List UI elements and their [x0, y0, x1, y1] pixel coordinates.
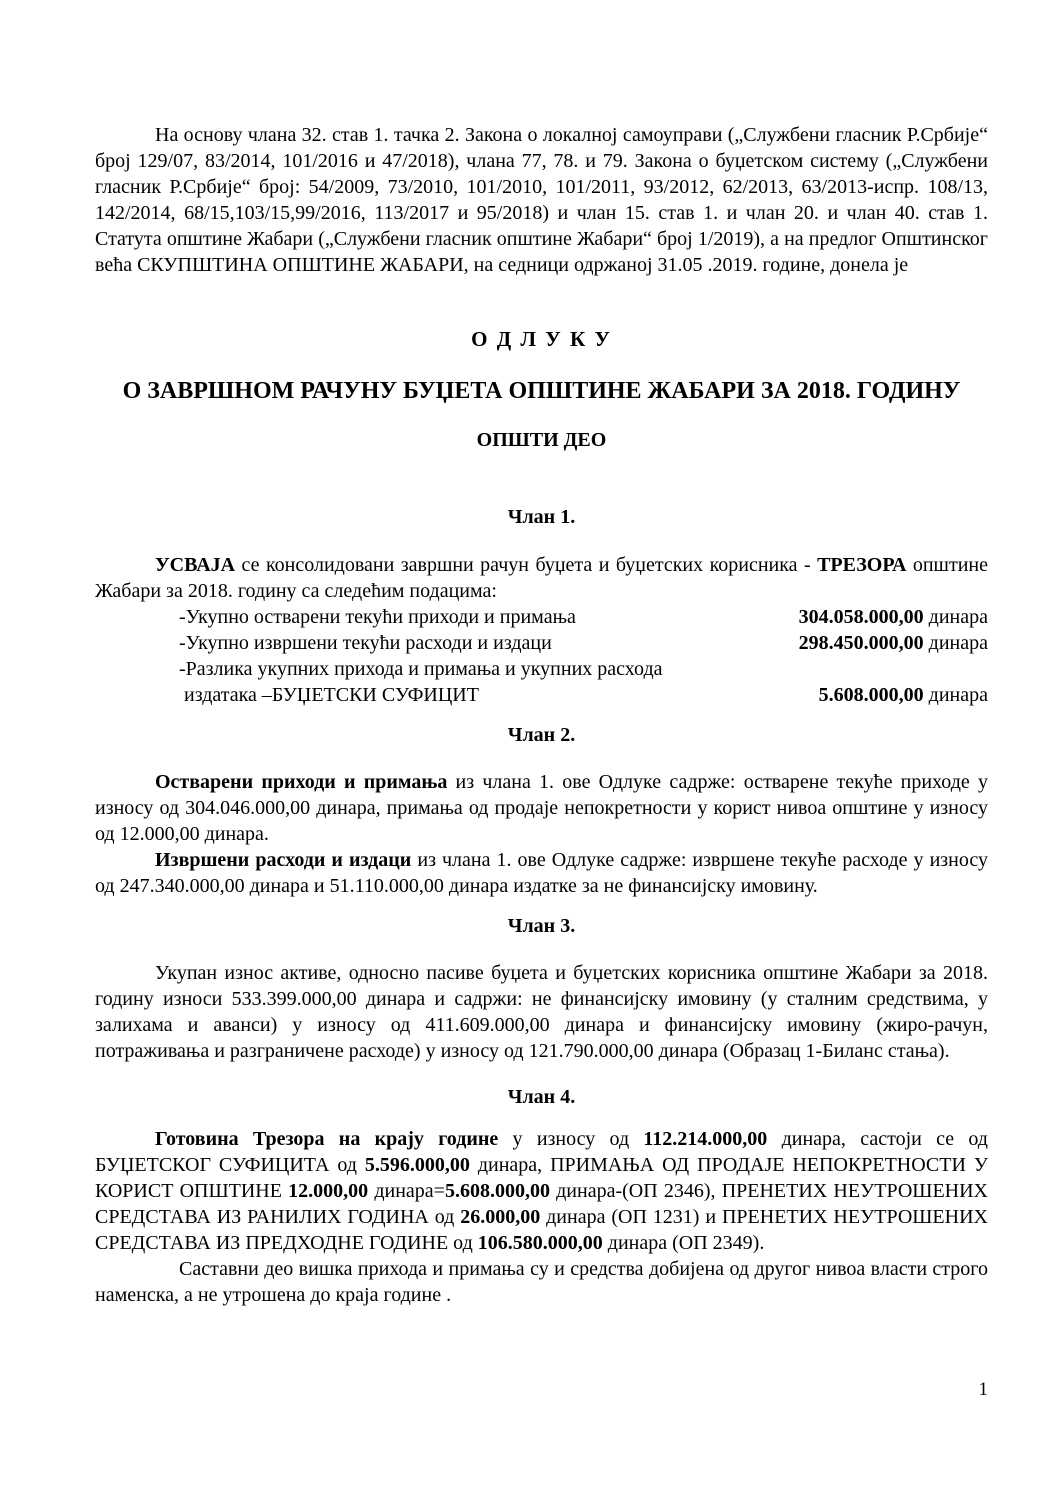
- article-3-heading: Члан 3.: [507, 915, 576, 937]
- article-2-paragraph-2: Извршени расходи и издаци из члана 1. ове Одлуке садрже: извршене текуће расходе у износу од 247.340.000,00 динара и 51.110.000,00 динара издатке за не финансијску имовину.: [95, 849, 988, 897]
- article-1-list: [95, 604, 988, 708]
- list-item-amount: 298.450.000,00 динара: [798, 632, 988, 654]
- list-item-label: -Укупно извршени текући расходи и издаци: [179, 632, 552, 654]
- article-4-heading: Члан 4.: [507, 1086, 576, 1108]
- article-1-paragraph: УСВАЈА се консолидовани завршни рачун буџета и буџетских корисника - ТРЕЗОРА општине Жабари за 2018. годину са следећим подацима:: [95, 554, 988, 602]
- article-4-paragraph-1: Готовина Трезора на крају године у износу од 112.214.000,00 динара, састоји се од БУЏЕТСКОГ СУФИЦИТА од 5.596.000,00 динара, ПРИМАЊА ОД ПРОДАЈЕ НЕПОКРЕТНОСТИ У КОРИСТ ОПШТИНЕ 12.000,00 динара=5.608.000,00 динара-(ОП 2346), ПРЕНЕТИХ НЕУТРОШЕНИХ СРЕДСТАВА ИЗ РАНИЛИХ ГОДИНА од 26.000,00 динара (ОП 1231) и ПРЕНЕТИХ НЕУТРОШЕНИХ СРЕДСТАВА ИЗ ПРЕДХОДНЕ ГОДИНЕ од 106.580.000,00 динара (ОП 2349).: [95, 1128, 989, 1254]
- decision-subtitle: О ЗАВРШНОМ РАЧУНУ БУЏЕТА ОПШТИНЕ ЖАБАРИ ЗА 2018. ГОДИНУ: [122, 378, 961, 404]
- decision-title: О Д Л У К У: [471, 327, 612, 351]
- list-item-label: издатака –БУЏЕТСКИ СУФИЦИТ: [179, 684, 479, 706]
- list-item: [95, 682, 988, 708]
- article-2-paragraph-1: Остварени приходи и примања из члана 1. ове Одлуке садрже: остварене текуће приходе у износу од 304.046.000,00 динара, примања од продаје непокретности у корист нивоа општине у износу од 12.000,00 динара.: [95, 771, 988, 845]
- article-3-paragraph: Укупан износ активе, односно пасиве буџета и буџетских корисника општине Жабари за 2018. годину износи 533.399.000,00 динара и садржи: не финансијску имовину (у сталним средствима, у залихама и аванси) у износу од 411.609.000,00 динара и финансијску имовину (жиро-рачун, потраживања и разграничене расходе) у износу од 121.790.000,00 динара (Образац 1-Биланс стања).: [95, 962, 988, 1062]
- page-number: 1: [978, 1379, 988, 1400]
- list-item: [95, 630, 988, 656]
- list-item-amount: 304.058.000,00 динара: [798, 606, 988, 628]
- section-heading: ОПШТИ ДЕО: [476, 429, 607, 451]
- article-1-heading: Члан 1.: [507, 506, 576, 528]
- list-item-label: -Разлика укупних прихода и примања и укупних расхода: [179, 658, 663, 680]
- document-content: [95, 0, 988, 1308]
- list-item: [95, 656, 988, 682]
- article-2-heading: Члан 2.: [507, 724, 576, 746]
- article-4-paragraph-2: Саставни део вишка прихода и примања су и средства добијена од другог нивоа власти строго наменска, а не утрошена до краја године .: [95, 1258, 988, 1306]
- intro-paragraph: На основу члана 32. став 1. тачка 2. Закона о локалној самоуправи („Службени гласник Р.Србије“ број 129/07, 83/2014, 101/2016 и 47/2018), члана 77, 78. и 79. Закона о буџетском систему („Службени гласник Р.Србије“ број: 54/2009, 73/2010, 101/2010, 101/2011, 93/2012, 62/2013, 63/2013-испр. 108/13, 142/2014, 68/15,103/15,99/2016, 113/2017 и 95/2018) и члан 15. став 1. и члан 20. и члан 40. став 1. Статута општине Жабари („Службени гласник општине Жабари“ број 1/2019), а на предлог Општинског већа СКУПШТИНА ОПШТИНЕ ЖАБАРИ, на седници одржаној 31.05 .2019. године, донела је: [95, 124, 988, 276]
- list-item: [95, 604, 988, 630]
- list-item-label: -Укупно остварени текући приходи и примања: [179, 606, 576, 628]
- list-item-amount: 5.608.000,00 динара: [818, 684, 988, 706]
